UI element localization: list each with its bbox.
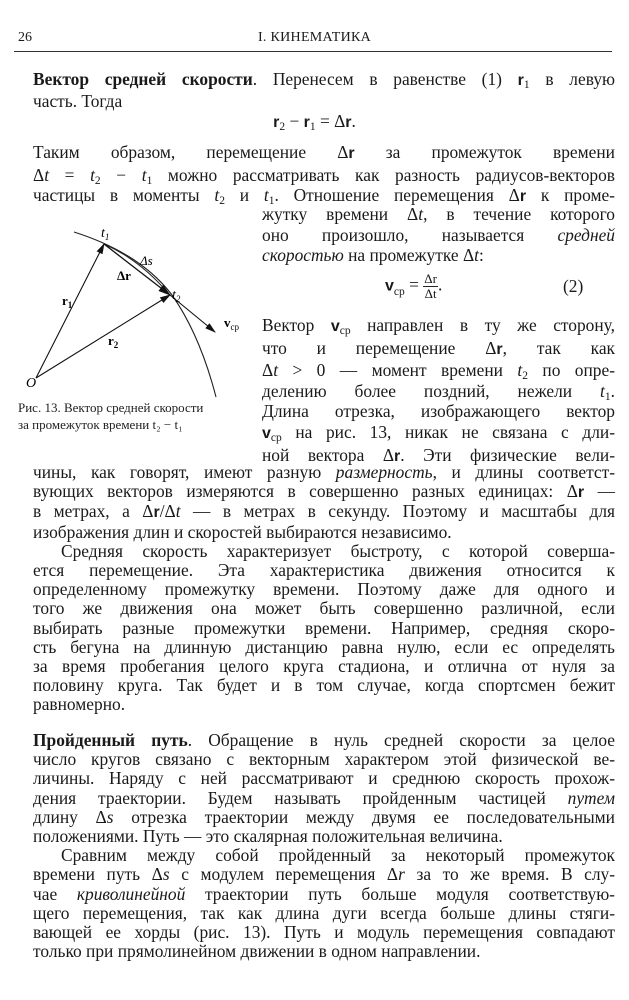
numerator: Δr xyxy=(424,271,437,286)
text-line xyxy=(33,91,615,112)
text-line xyxy=(33,865,615,884)
fraction xyxy=(423,272,438,301)
text-line xyxy=(33,657,615,676)
italic-text: t xyxy=(418,204,424,224)
italic-text: t xyxy=(44,164,50,185)
label-origin: O xyxy=(26,376,37,391)
label-r2: $r_2$ xyxy=(108,333,119,350)
text: Вектор xyxy=(262,315,331,335)
text: ется перемещение. Эта характеристика движения относится к xyxy=(33,560,615,581)
text: вующих векторов измеряются в совершенно разных единицах: Δ xyxy=(33,481,578,502)
text: равномерно. xyxy=(33,694,126,715)
text: за то же время. В слу- xyxy=(404,864,616,885)
text: число кругов связано с векторным характером этой физической ве- xyxy=(33,749,615,770)
subscript: 2 xyxy=(279,121,286,133)
text: . Отношение перемещения Δ xyxy=(274,185,520,205)
text: = Δ xyxy=(315,111,346,131)
vector-symbol: r xyxy=(273,114,280,131)
label-vcp: $v_{ср}$ xyxy=(224,315,239,332)
text-line xyxy=(33,942,615,961)
text: траектории путь больше модуля соответствую- xyxy=(185,883,615,904)
text: можно рассматривать как разность радиусов-векторов xyxy=(152,164,615,185)
text: , и длины соответст- xyxy=(432,462,615,482)
text-line xyxy=(262,422,615,445)
text: > 0 — момент времени xyxy=(278,360,518,381)
text-line xyxy=(33,695,615,714)
text: личины. Наряду с ней рассматривают и среднюю скорость прохож- xyxy=(33,768,615,789)
vector-r1 xyxy=(36,244,104,378)
text: − xyxy=(285,111,304,131)
vector-symbol: r xyxy=(519,188,527,205)
text-line xyxy=(33,904,615,923)
text: Средняя скорость характеризует быстроту, с которой соверша- xyxy=(61,540,615,561)
text: часть. Тогда xyxy=(33,91,123,111)
italic-text: t xyxy=(175,501,181,522)
caption-line: Рис. 13. Вектор средней скорости xyxy=(18,400,204,415)
text-line xyxy=(33,69,615,91)
equation-average-velocity xyxy=(385,272,442,301)
text: . xyxy=(351,111,356,131)
text: Длина отрезка, изображающего вектор xyxy=(262,401,615,422)
subscript: 2 xyxy=(522,370,528,383)
text: на промежутке Δ xyxy=(343,245,475,265)
subscript: 2 xyxy=(94,174,101,187)
text: Δ xyxy=(33,164,45,185)
text: изображения длин и скоростей выбираются независимо. xyxy=(33,521,452,542)
vcp-symbol: v xyxy=(385,277,394,295)
text: отрезка траектории между двумя ее последовательными xyxy=(113,806,615,827)
italic-text: t xyxy=(517,360,523,381)
text: — в метрах в секунду. Поэтому и масштабы для xyxy=(180,501,615,522)
vector-symbol: r xyxy=(303,114,310,131)
italic-text: t xyxy=(263,185,269,205)
label-t2: $t_2$ xyxy=(172,288,181,304)
denominator: Δt xyxy=(424,286,437,301)
page-number: 26 xyxy=(18,30,32,45)
text: Таким образом, перемещение Δ xyxy=(33,142,349,162)
subscript: 2 xyxy=(219,195,225,207)
text: частицы в моменты xyxy=(33,185,215,205)
italic-text: t xyxy=(600,380,605,401)
italic-text: t xyxy=(141,164,147,185)
text: того же движения она может быть совершенно различной, если xyxy=(33,598,615,619)
text-line xyxy=(33,638,615,657)
text: . xyxy=(610,380,615,401)
text-line xyxy=(33,923,615,942)
italic-text: скоростью xyxy=(262,245,344,265)
vector-symbol: r xyxy=(496,340,503,358)
text: делению более поздний, нежели xyxy=(262,380,601,401)
running-head: I. КИНЕМАТИКА xyxy=(257,30,372,45)
text-line xyxy=(33,676,615,695)
text-line xyxy=(33,619,615,638)
subscript: ср xyxy=(270,431,282,444)
text-line xyxy=(262,204,615,225)
italic-text: t xyxy=(214,185,220,205)
paragraph-right-column-2 xyxy=(262,315,615,467)
text: чины, как говорят, имеют разную xyxy=(33,462,336,482)
italic-text: t xyxy=(474,245,479,265)
text: . Обращение в нуль средней скорости за целое xyxy=(187,730,615,750)
text-line xyxy=(33,580,615,599)
italic-text: s xyxy=(106,806,114,827)
text-line xyxy=(262,360,615,381)
text-line xyxy=(33,142,615,165)
vector-symbol: r xyxy=(577,484,585,502)
text: за промежуток времени xyxy=(354,142,615,162)
text: с модулем перемещения Δ xyxy=(169,864,399,885)
text: к проме- xyxy=(526,185,615,205)
text: вающей ее хорды (рис. 13). Путь и модуль перемещения совпадают xyxy=(33,922,615,943)
text: что и перемещение Δ xyxy=(262,337,497,358)
italic-text: криволинейной xyxy=(76,883,186,904)
text-line xyxy=(262,225,615,246)
subscript: 1 xyxy=(146,174,153,187)
paragraph-path-traveled xyxy=(33,731,615,961)
text: положениями. Путь — это скалярная положительная величина. xyxy=(33,826,503,847)
label-r1: $r_1$ xyxy=(62,293,73,310)
text: выбирать разные промежутки времени. Например, средняя скоро- xyxy=(33,617,615,638)
text: на рис. 13, никак не связана с дли- xyxy=(281,421,615,442)
section-heading: Пройденный путь xyxy=(33,730,188,750)
text: : xyxy=(478,245,484,265)
subscript: 1 xyxy=(604,390,611,403)
text: /Δ xyxy=(159,501,176,522)
text: − xyxy=(100,164,142,185)
text: — xyxy=(584,481,615,502)
subscript: 1 xyxy=(309,121,316,133)
subscript: ср xyxy=(339,325,351,337)
text-line xyxy=(262,381,615,402)
text: направлен в ту же сторону, xyxy=(350,315,615,335)
text-line xyxy=(33,750,615,769)
text: , в течение которого xyxy=(423,204,615,224)
text-line xyxy=(33,808,615,827)
text-line xyxy=(262,338,615,361)
figure-caption xyxy=(18,399,203,433)
paragraph-displacement xyxy=(33,142,615,208)
text: Сравним между собой пройденный за некоторый промежуток xyxy=(61,845,615,866)
section-heading: Вектор средней скорости xyxy=(33,69,253,89)
text-line xyxy=(33,789,615,808)
vector-r2 xyxy=(36,295,170,378)
text-line xyxy=(33,599,615,618)
text: чае xyxy=(33,883,77,904)
italic-text: t xyxy=(90,164,95,185)
paragraph-average-speed-meaning xyxy=(33,463,615,715)
text: = xyxy=(49,164,91,185)
text: щего перемещения, так как длина дуги всегда больше длины стяги- xyxy=(33,902,615,923)
text-line xyxy=(33,561,615,580)
equals: = xyxy=(404,274,424,295)
text: Δ xyxy=(262,360,274,381)
text: ной вектора Δ xyxy=(262,444,395,465)
vector-symbol: r xyxy=(348,145,355,162)
italic-text: r xyxy=(398,864,405,885)
text: по опре- xyxy=(527,360,616,381)
equation-number: (2) xyxy=(563,276,584,296)
text: определенному промежутку времени. Поэтому даже для одного и xyxy=(33,579,615,600)
text: в левую xyxy=(529,69,616,89)
vector-symbol: r xyxy=(394,447,401,465)
vector-symbol: r xyxy=(517,72,524,89)
period: . xyxy=(437,274,443,295)
paragraph-right-column-1 xyxy=(262,204,615,266)
equation-displacement xyxy=(0,111,629,132)
label-t1: $t_1$ xyxy=(101,226,110,242)
italic-text: s xyxy=(162,864,170,885)
equation-line xyxy=(0,111,629,132)
text: , так как xyxy=(502,337,615,358)
text: половину круга. Так будет и в том случае, когда спортсмен бежит xyxy=(33,675,615,696)
text: только при прямолинейном движении в одном направлении. xyxy=(33,941,481,962)
text: оно произошло, называется xyxy=(262,224,558,245)
subscript: 1 xyxy=(268,195,275,207)
italic-text: путем xyxy=(567,787,615,808)
text: времени путь Δ xyxy=(33,864,163,885)
subscript: 1 xyxy=(523,79,530,91)
header-rule xyxy=(14,51,612,52)
text-line xyxy=(33,463,615,482)
text-line xyxy=(262,401,615,422)
text-line xyxy=(262,315,615,338)
text-line xyxy=(33,846,615,865)
text: . Эти физические вели- xyxy=(400,444,615,465)
text-line xyxy=(262,245,615,266)
vector-symbol: v xyxy=(330,318,340,335)
vector-symbol: v xyxy=(262,424,271,442)
italic-text: средней xyxy=(557,224,615,245)
vcp-subscript: ср xyxy=(393,285,405,298)
text-line xyxy=(33,165,615,186)
label-ds: Δs xyxy=(140,253,153,268)
text-line xyxy=(33,885,615,904)
vector-symbol: r xyxy=(345,114,352,131)
label-dr: Δr xyxy=(117,268,131,283)
text: дения траектории. Будем называть пройденным частицей xyxy=(33,787,568,808)
text-line xyxy=(33,482,615,502)
text: длину Δ xyxy=(33,806,107,827)
text: жутку времени Δ xyxy=(262,204,419,224)
text: в метрах, а Δ xyxy=(33,501,154,522)
text-line xyxy=(33,827,615,846)
text-line xyxy=(33,523,615,542)
text: . Перенесем в равенстве (1) xyxy=(252,69,518,89)
text-line xyxy=(33,502,615,522)
paragraph-average-velocity-vector xyxy=(33,69,615,112)
text: и xyxy=(224,185,264,205)
vector-dr xyxy=(104,244,170,295)
vector-symbol: r xyxy=(153,504,160,522)
figure-13-diagram xyxy=(0,215,260,400)
text: за время пробегания целого круга стадиона, и отлична от нуля за xyxy=(33,656,615,677)
caption-line: за промежуток времени t₂ − t₁ xyxy=(18,417,183,432)
italic-text: t xyxy=(273,360,279,381)
text: сть бегуна на длинную дистанцию равна нулю, если ес определять xyxy=(33,636,615,657)
text-line xyxy=(33,769,615,788)
italic-text: размерность xyxy=(335,462,433,482)
text-line xyxy=(33,542,615,561)
text-line xyxy=(33,731,615,750)
